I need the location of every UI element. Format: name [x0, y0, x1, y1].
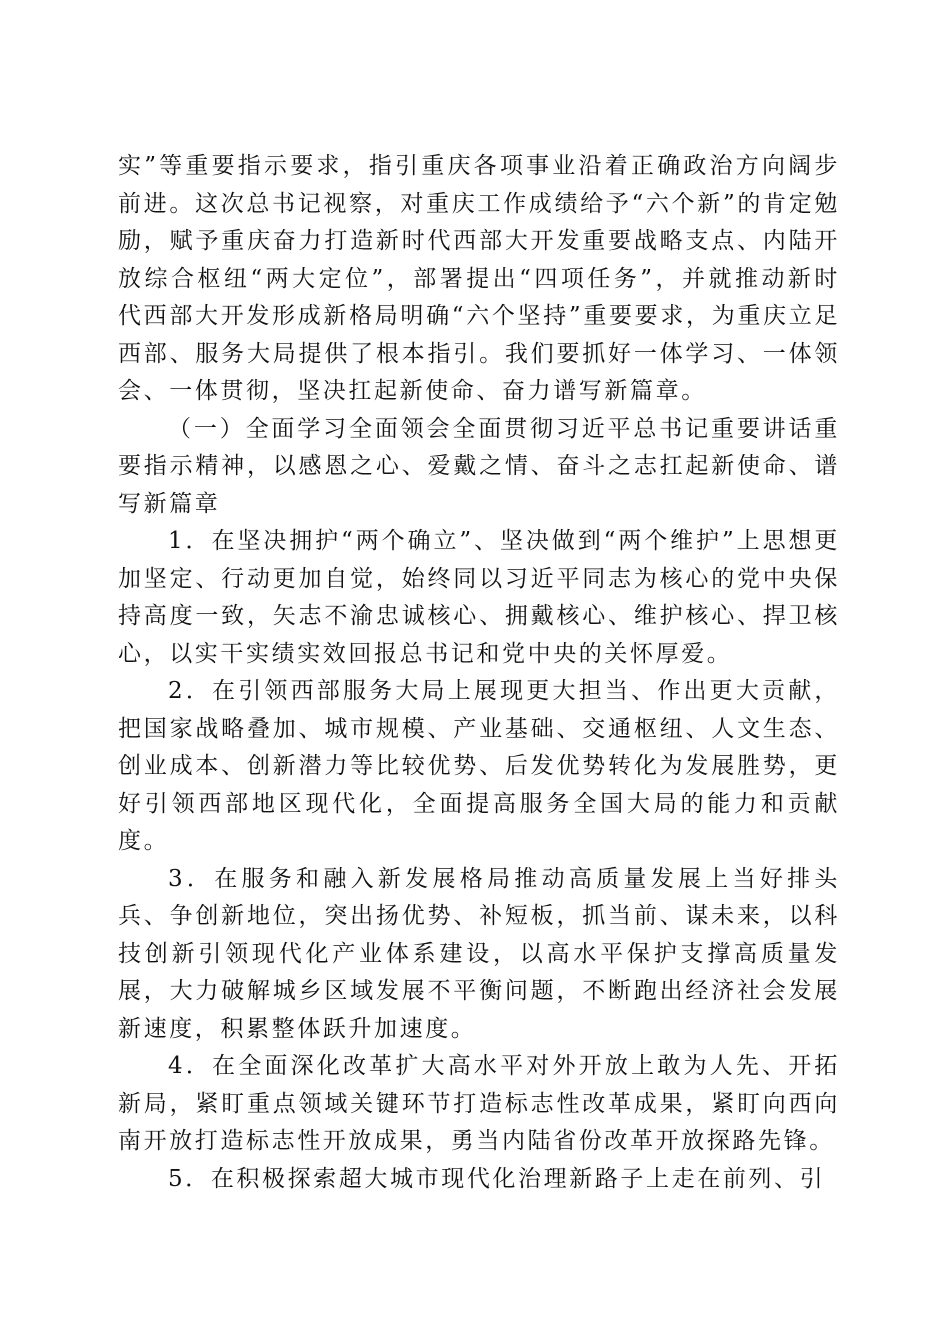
paragraph-continuation: 实”等重要指示要求，指引重庆各项事业沿着正确政治方向阔步前进。这次总书记视察，对重庆工作成绩给予“六个新”的肯定勉励，赋予重庆奋力打造新时代西部大开发重要战略支点、内陆开放综合枢纽“两大定位”，部署提出“四项任务”，并就推动新时代西部大开发形成新格局明确“六个坚持”重要要求，为重庆立足西部、服务大局提供了根本指引。我们要抓好一体学习、一体领会、一体贯彻，坚决扛起新使命、奋力谱写新篇章。 [118, 153, 840, 404]
list-item-2: 2．在引领西部服务大局上展现更大担当、作出更大贡献，把国家战略叠加、城市规模、产业基础、交通枢纽、人文生态、创业成本、创新潜力等比较优势、后发优势转化为发展胜势，更好引领西部地区现代化，全面提高服务全国大局的能力和贡献度。 [118, 678, 840, 854]
section-heading: （一）全面学习全面领会全面贯彻习近平总书记重要讲话重要指示精神，以感恩之心、爱戴之情、奋斗之志扛起新使命、谱写新篇章 [118, 415, 840, 517]
list-item-3: 3．在服务和融入新发展格局推动高质量发展上当好排头兵、争创新地位，突出扬优势、补短板，抓当前、谋未来，以科技创新引领现代化产业体系建设，以高水平保护支撑高质量发展，大力破解城乡区域发展不平衡问题，不断跑出经济社会发展新速度，积累整体跃升加速度。 [118, 865, 840, 1042]
list-item-5: 5．在积极探索超大城市现代化治理新路子上走在前列、引 [168, 1165, 826, 1192]
list-item-1: 1．在坚决拥护“两个确立”、坚决做到“两个维护”上思想更加坚定、行动更加自觉，始终同以习近平同志为核心的党中央保持高度一致，矢志不渝忠诚核心、拥戴核心、维护核心、捍卫核心，以实干实绩实效回报总书记和党中央的关怀厚爱。 [118, 528, 840, 667]
document-body [118, 148, 840, 1198]
list-item-4: 4．在全面深化改革扩大高水平对外开放上敢为人先、开拓新局，紧盯重点领域关键环节打造标志性改革成果，紧盯向西向南开放打造标志性开放成果，勇当内陆省份改革开放探路先锋。 [118, 1053, 840, 1154]
